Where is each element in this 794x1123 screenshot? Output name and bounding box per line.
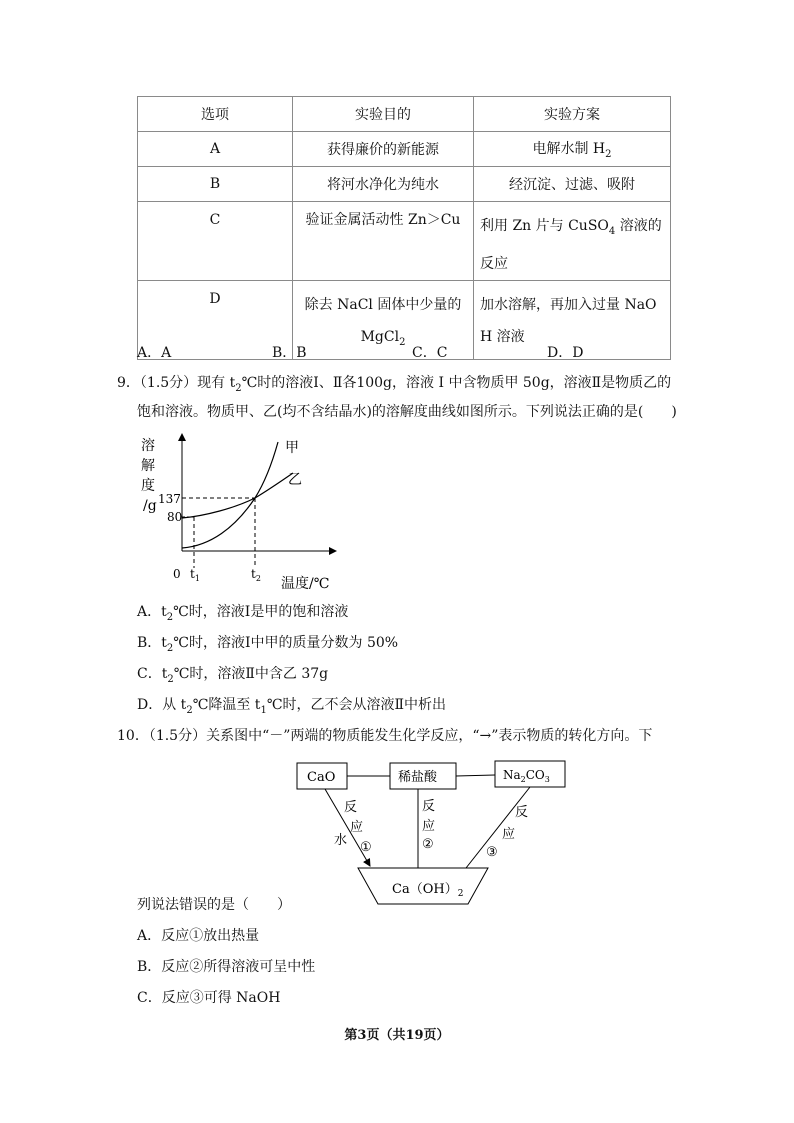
edge-1-water: 水 xyxy=(334,833,348,848)
edge-1-label: 应 xyxy=(350,820,364,835)
q9-choice-a[interactable]: A．$t_2℃$时，溶液Ⅰ是甲的饱和溶液 xyxy=(137,604,349,623)
row-goal: 除去 NaCl 固体中少量的 MgCl$_2$ xyxy=(293,280,474,359)
series-yi-label: 乙 xyxy=(288,472,302,488)
q9-choice-c[interactable]: C．$t_2℃$时，溶液Ⅱ中含乙 37g xyxy=(137,666,329,685)
q8-choice-b[interactable]: B．B xyxy=(272,345,307,361)
table-row xyxy=(138,202,671,281)
row-key: A xyxy=(138,132,293,167)
q10-choice-c[interactable]: C．反应③可得 NaOH xyxy=(137,990,281,1006)
q8-choice-c[interactable]: C．C xyxy=(412,345,448,361)
row-plan: 电解水制 $H_2$ xyxy=(474,132,671,167)
series-jia-curve xyxy=(182,442,278,548)
edge-1-label: 反 xyxy=(344,800,358,815)
experiment-table xyxy=(137,96,671,360)
q8-choice-d[interactable]: D．D xyxy=(547,345,584,361)
q9-stem-line1: 9．（1.5分）现有 $t_2℃$时的溶液Ⅰ、Ⅱ各100g，溶液 Ⅰ 中含物质甲 50g，溶液Ⅱ是物质乙的 xyxy=(117,375,672,394)
ylabel-char: 度 xyxy=(141,478,155,494)
edge-2-label: 反 xyxy=(422,799,436,814)
edge-1-num: ① xyxy=(360,840,372,855)
edge-hcl-na2co3 xyxy=(456,775,495,776)
ylabel-char: 解 xyxy=(141,458,155,474)
q10-stem-cont: 列说法错误的是（ ） xyxy=(137,897,291,913)
y-tick-137: 137 xyxy=(158,492,181,506)
x-axis-label: 温度/℃ xyxy=(281,576,330,592)
row-goal: 获得廉价的新能源 xyxy=(293,132,474,167)
edge-3-label: 应 xyxy=(502,827,516,842)
edge-3-label: 反 xyxy=(515,805,529,820)
relation-diagram xyxy=(290,758,570,910)
row-key: B xyxy=(138,167,293,202)
row-plan: 利用 Zn 片与 CuSO$_4$ 溶液的反应 xyxy=(474,202,671,281)
edge-3-num: ③ xyxy=(486,845,498,860)
node-caoh2: $Ca(OH)_2$ xyxy=(392,882,464,899)
table-row xyxy=(138,132,671,167)
table-row xyxy=(138,167,671,202)
q8-choice-a[interactable]: A．A xyxy=(137,345,172,361)
x-tick-t2: $t_2$ xyxy=(251,567,261,583)
row-goal: 验证金属活动性 Zn＞Cu xyxy=(293,202,474,281)
ylabel-char: /g xyxy=(143,498,157,514)
node-hcl: 稀盐酸 xyxy=(398,770,438,785)
solubility-chart xyxy=(135,430,345,595)
q9-choice-b[interactable]: B．$t_2℃$时，溶液Ⅰ中甲的质量分数为 50% xyxy=(137,635,399,654)
table-row xyxy=(138,280,671,359)
row-key: C xyxy=(138,202,293,281)
header-plan: 实验方案 xyxy=(474,97,671,132)
edge-2-label: 应 xyxy=(422,819,436,834)
node-cao: CaO xyxy=(307,770,336,785)
q9-choice-d[interactable]: D．从 $t_2℃$降温至 $t_1℃$时，乙不会从溶液Ⅱ中析出 xyxy=(137,697,446,716)
series-jia-label: 甲 xyxy=(285,440,299,456)
q10-choice-b[interactable]: B．反应②所得溶液可呈中性 xyxy=(137,959,316,975)
page-footer: 第3页（共19页） xyxy=(344,1028,450,1043)
y-tick-80: 80 xyxy=(167,510,183,524)
row-plan: 加水溶解，再加入过量 NaOH 溶液 xyxy=(474,280,671,359)
x-tick-t1: $t_1$ xyxy=(190,567,200,583)
edge-3-line xyxy=(466,787,530,868)
table-header-row xyxy=(138,97,671,132)
q10-choice-a[interactable]: A．反应①放出热量 xyxy=(137,928,260,944)
node-na2co3: $Na_2CO_3$ xyxy=(503,768,550,784)
series-yi-curve xyxy=(182,473,293,518)
header-goal: 实验目的 xyxy=(293,97,474,132)
origin-label: 0 xyxy=(173,567,181,581)
row-plan: 经沉淀、过滤、吸附 xyxy=(474,167,671,202)
edge-2-num: ② xyxy=(422,837,434,852)
q9-stem-line2: 饱和溶液。物质甲、乙(均不含结晶水)的溶解度曲线如图所示。下列说法正确的是( ) xyxy=(137,404,677,420)
ylabel-char: 溶 xyxy=(141,438,155,454)
row-key: D xyxy=(138,280,293,359)
header-option: 选项 xyxy=(138,97,293,132)
q10-stem: 10．（1.5分）关系图中“－”两端的物质能发生化学反应，“→”表示物质的转化方向。下 xyxy=(117,728,653,744)
row-goal: 将河水净化为纯水 xyxy=(293,167,474,202)
